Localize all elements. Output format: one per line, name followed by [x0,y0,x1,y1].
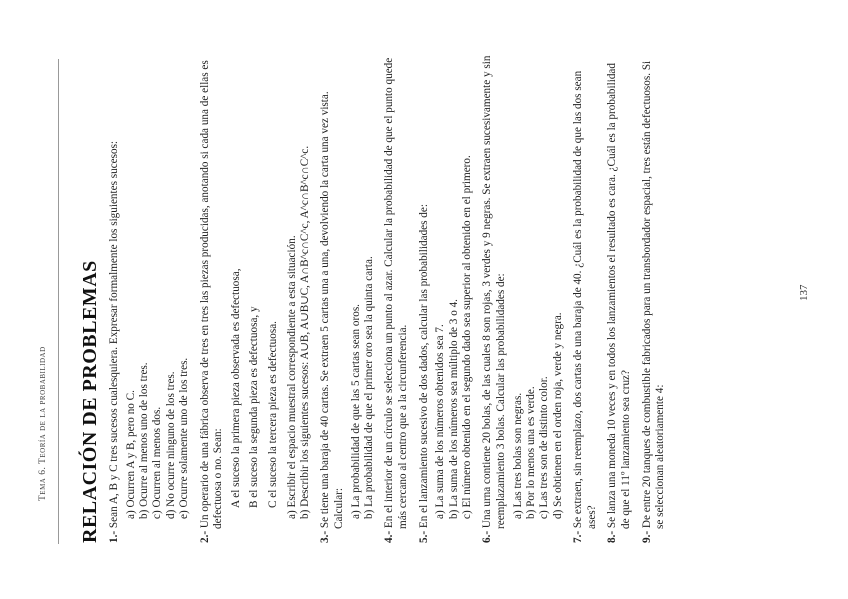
problem-item: b) La suma de los números sea múltiplo de 3 o 4. [447,299,460,519]
problem-text: Un operario de una fábrica observa de tres en tres las piezas producidas, anotando si cada una de ellas es defectuosa o no. Sean: [198,60,225,529]
problems-list [108,53,675,543]
page-number: 137 [798,284,810,301]
problem-text: Se lanza una moneda 10 veces y en todos los lanzamientos el resultado es cara. ¿Cuál es la probabilidad de que el 11º lanzamiento sea cruz? [606,63,632,529]
problem-9 [641,53,668,543]
problem-item: d) Se obtienen en el orden roja, verde y negra. [551,312,564,519]
problem-item: c) Ocurren al menos dos. [151,406,164,519]
problem-item: a) La probabilidad de que las 5 cartas sean oros. [349,304,362,519]
problem-2 [199,53,313,543]
problem-item: c) El número obtenido en el segundo dado sea superior al obtenido en el primero. [461,155,473,519]
problem-item: b) Ocurre al menos uno de los tres. [138,362,150,519]
problem-item: b) Por lo menos una es verde. [525,386,537,519]
section-title: RELACIÓN DE PROBLEMAS [79,260,101,543]
problem-number: 7.- [572,530,585,543]
problem-number: 9.- [640,530,653,543]
problem-5 [418,53,475,543]
problem-number: 3.- [319,530,332,543]
problem-item: a) Las tres bolas son negras. [511,392,524,519]
problem-item: a) Ocurren A y B, pero no C. [124,390,137,519]
problem-item: a) Escribir el espacio muestral correspondiente a esta situación. [285,235,298,519]
problem-item: a) La suma de los números obtenidos sea 7. [434,324,447,519]
definition-line: A el suceso la primera pieza observada es defectuosa, [229,268,242,508]
problem-item: b) Describir los siguientes sucesos: A∪B, A∪B∪C, A∩B^c∩C^c, A^c∩B^c∩C^c. [299,145,311,519]
problem-6 [481,53,565,543]
problem-number: 8.- [606,530,619,543]
problem-text: Una urna contiene 20 bolas, de las cuales 8 son rojas, 3 verdes y 9 negras. Se extraen sucesivamente y sin reemplazamiento 3 bolas. Calcular las probabilidades de: [481,55,507,529]
problem-3 [319,53,376,543]
problem-7 [572,53,599,543]
header-rule [58,59,59,544]
problem-8 [606,53,633,543]
problem-text: Se extraen, sin reemplazo, dos cartas de una baraja de 40. ¿Cuál es la probabilidad de que las dos sean ases? [572,70,598,529]
problem-text: De entre 20 tanques de combustible fabricados para un transbordador espacial, tres están defectuosos. Si se seleccionan aleatoriamente 4: [640,60,667,529]
problem-item: d) No ocurre ninguno de los tres. [164,371,177,519]
problem-text: En el lanzamiento sucesivo de dos dados, calcular las probabilidades de: [417,204,430,529]
problem-number: 5.- [417,530,430,543]
problem-1 [108,53,192,543]
problem-text: Se tiene una baraja de 40 cartas. Se extraen 5 cartas una a una, devolviendo la carta una vez vista. Calcular: [319,91,345,529]
problem-item: c) Las tres son de distinto color. [538,376,551,519]
running-header: Tema 6. Teoría de la probabilidad [38,346,48,501]
problem-item: e) Ocurre solamente uno de los tres. [178,357,191,519]
problem-item: b) La probabilidad de que el primer oro sea la quinta carta. [363,256,375,519]
problem-number: 1.- [108,530,120,543]
problem-text: Sean A, B y C tres sucesos cualesquiera. Expresar formalmente los siguientes sucesos: [108,140,120,529]
definition-line: C el suceso la tercera pieza es defectuosa. [267,321,279,508]
definition-line: B el suceso la segunda pieza es defectuosa, y [248,306,261,508]
problem-4 [383,53,410,543]
problem-number: 2.- [198,530,211,543]
problem-number: 4.- [383,530,396,543]
problem-number: 6.- [481,530,494,543]
problem-text: En el interior de un círculo se selecciona un punto al azar. Calcular la probabilidad de que el punto quede más cercano al centro que a la circunferencia. [383,57,409,529]
